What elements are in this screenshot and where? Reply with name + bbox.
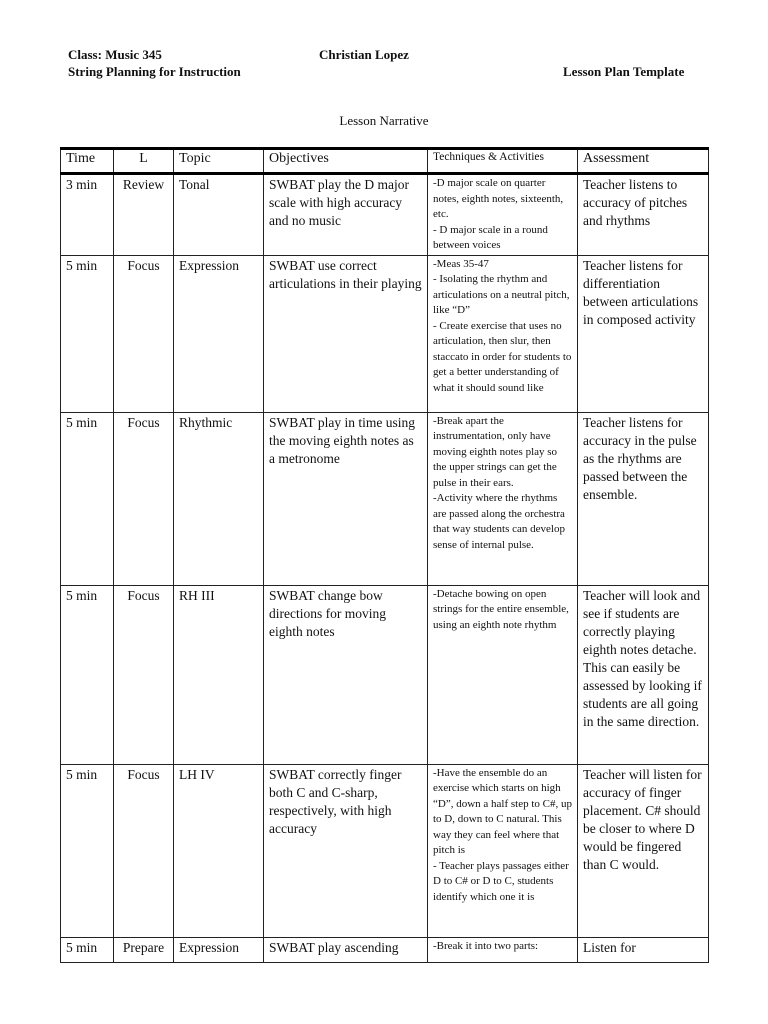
- cell-objective: [264, 412, 428, 585]
- cell-time: [61, 255, 114, 412]
- cell-assessment-text: Teacher listens for accuracy in the pulse as the rhythms are passed between the ensemble.: [583, 414, 697, 502]
- cell-l: [114, 412, 174, 585]
- cell-assessment: [578, 764, 709, 937]
- cell-techniques-text: -Break it into two parts:: [433, 939, 539, 952]
- document-type: Lesson Plan Template: [563, 64, 685, 79]
- cell-objective-text: SWBAT play in time using the moving eighth notes as a metronome: [269, 414, 416, 466]
- cell-topic-text: RH III: [179, 587, 215, 603]
- cell-l: [114, 937, 174, 962]
- cell-time-text: 5 min: [66, 257, 98, 273]
- cell-objective-text: SWBAT change bow directions for moving eighth notes: [269, 587, 386, 639]
- cell-objective: [264, 174, 428, 256]
- table-row: [61, 585, 709, 764]
- cell-time: [61, 937, 114, 962]
- cell-time: [61, 585, 114, 764]
- cell-l: [114, 255, 174, 412]
- cell-techniques: [428, 585, 578, 764]
- column-header-objectives: Objectives: [264, 149, 428, 174]
- cell-topic-text: LH IV: [179, 766, 215, 782]
- cell-time: [61, 412, 114, 585]
- cell-objective-text: SWBAT play ascending: [269, 939, 399, 955]
- cell-techniques: [428, 764, 578, 937]
- cell-time-text: 5 min: [66, 414, 98, 430]
- cell-techniques: [428, 174, 578, 256]
- column-header-topic: Topic: [174, 149, 264, 174]
- cell-objective-text: SWBAT correctly finger both C and C-sharp, respectively, with high accuracy: [269, 766, 402, 836]
- cell-topic: [174, 764, 264, 937]
- cell-techniques-text: - Teacher plays passages either D to C# or D to C, students identify which one it is: [433, 859, 569, 903]
- cell-l-text: Focus: [127, 257, 160, 273]
- cell-techniques-text: -Meas 35-47: [433, 257, 489, 270]
- cell-assessment: [578, 255, 709, 412]
- cell-time-text: 5 min: [66, 587, 98, 603]
- cell-topic: [174, 412, 264, 585]
- cell-techniques-text: - D major scale in a round between voices: [433, 223, 548, 251]
- table-row: [61, 412, 709, 585]
- cell-topic: [174, 585, 264, 764]
- table-header-row: [61, 149, 709, 174]
- cell-techniques: [428, 937, 578, 962]
- course-title: String Planning for Instruction: [68, 64, 241, 79]
- cell-assessment: [578, 412, 709, 585]
- cell-assessment-text: Listen for: [583, 939, 636, 955]
- cell-objective: [264, 937, 428, 962]
- cell-l-text: Focus: [127, 766, 160, 782]
- cell-time-text: 5 min: [66, 766, 98, 782]
- cell-techniques-text: -Have the ensemble do an exercise which starts on high “D”, down a half step to C#, up to D, down to C natural. This way they can feel where that pitch is: [433, 766, 572, 856]
- cell-topic: [174, 255, 264, 412]
- table-row: [61, 764, 709, 937]
- cell-topic-text: Tonal: [179, 177, 210, 192]
- column-header-l: L: [114, 149, 174, 174]
- cell-l: [114, 585, 174, 764]
- cell-techniques-text: - Create exercise that uses no articulation, then slur, then staccato in order for students to get a better understanding of what it should sound like: [433, 319, 572, 394]
- cell-topic: [174, 174, 264, 256]
- cell-assessment: [578, 937, 709, 962]
- cell-techniques-text: -Break apart the instrumentation, only have moving eighth notes play so the upper strings can get the pulse in their ears.: [433, 414, 558, 489]
- cell-objective-text: SWBAT use correct articulations in their playing: [269, 257, 422, 291]
- cell-time: [61, 764, 114, 937]
- cell-l-text: Focus: [127, 587, 160, 603]
- column-header-time: Time: [61, 149, 114, 174]
- cell-topic: [174, 937, 264, 962]
- lesson-table: [60, 147, 709, 963]
- cell-time-text: 5 min: [66, 939, 98, 955]
- cell-topic-text: Expression: [179, 939, 239, 955]
- author-name: Christian Lopez: [319, 47, 409, 62]
- cell-l: [114, 764, 174, 937]
- column-header-techniques: Techniques & Activities: [428, 149, 578, 174]
- cell-assessment: [578, 174, 709, 256]
- cell-techniques: [428, 255, 578, 412]
- cell-time: [61, 174, 114, 256]
- cell-assessment-text: Teacher will look and see if students are correctly playing eighth notes detache. This can easily be assessed by looking if students are all going in the same direction.: [583, 587, 702, 729]
- cell-assessment: [578, 585, 709, 764]
- cell-assessment-text: Teacher listens to accuracy of pitches and rhythms: [583, 177, 688, 228]
- table-row: [61, 255, 709, 412]
- table-row: [61, 174, 709, 256]
- column-header-assessment: Assessment: [578, 149, 709, 174]
- cell-topic-text: Expression: [179, 257, 239, 273]
- cell-techniques-text: - Isolating the rhythm and articulations on a neutral pitch, like “D”: [433, 273, 570, 316]
- table-row: [61, 937, 709, 962]
- cell-assessment-text: Teacher listens for differentiation between articulations in composed activity: [583, 257, 699, 327]
- cell-objective: [264, 764, 428, 937]
- cell-objective: [264, 255, 428, 412]
- cell-assessment-text: Teacher will listen for accuracy of finger placement. C# should be closer to where D would be fingered than C would.: [583, 766, 702, 872]
- cell-techniques-text: -Detache bowing on open strings for the entire ensemble, using an eighth note rhythm: [433, 587, 569, 631]
- cell-l-text: Prepare: [122, 939, 165, 955]
- class-label: Class: Music 345: [68, 47, 162, 62]
- cell-objective: [264, 585, 428, 764]
- cell-objective-text: SWBAT play the D major scale with high accuracy and no music: [269, 177, 409, 228]
- cell-time-text: 3 min: [66, 177, 98, 192]
- cell-l-text: Review: [122, 177, 165, 192]
- cell-l: [114, 174, 174, 256]
- cell-techniques: [428, 412, 578, 585]
- cell-l-text: Focus: [127, 414, 160, 430]
- cell-techniques-text: -Activity where the rhythms are passed along the orchestra that way students can develop sense of internal pulse.: [433, 492, 565, 551]
- cell-techniques-text: -D major scale on quarter notes, eighth notes, sixteenth, etc.: [433, 177, 564, 220]
- cell-topic-text: Rhythmic: [179, 414, 233, 430]
- page-subtitle: Lesson Narrative: [339, 113, 429, 128]
